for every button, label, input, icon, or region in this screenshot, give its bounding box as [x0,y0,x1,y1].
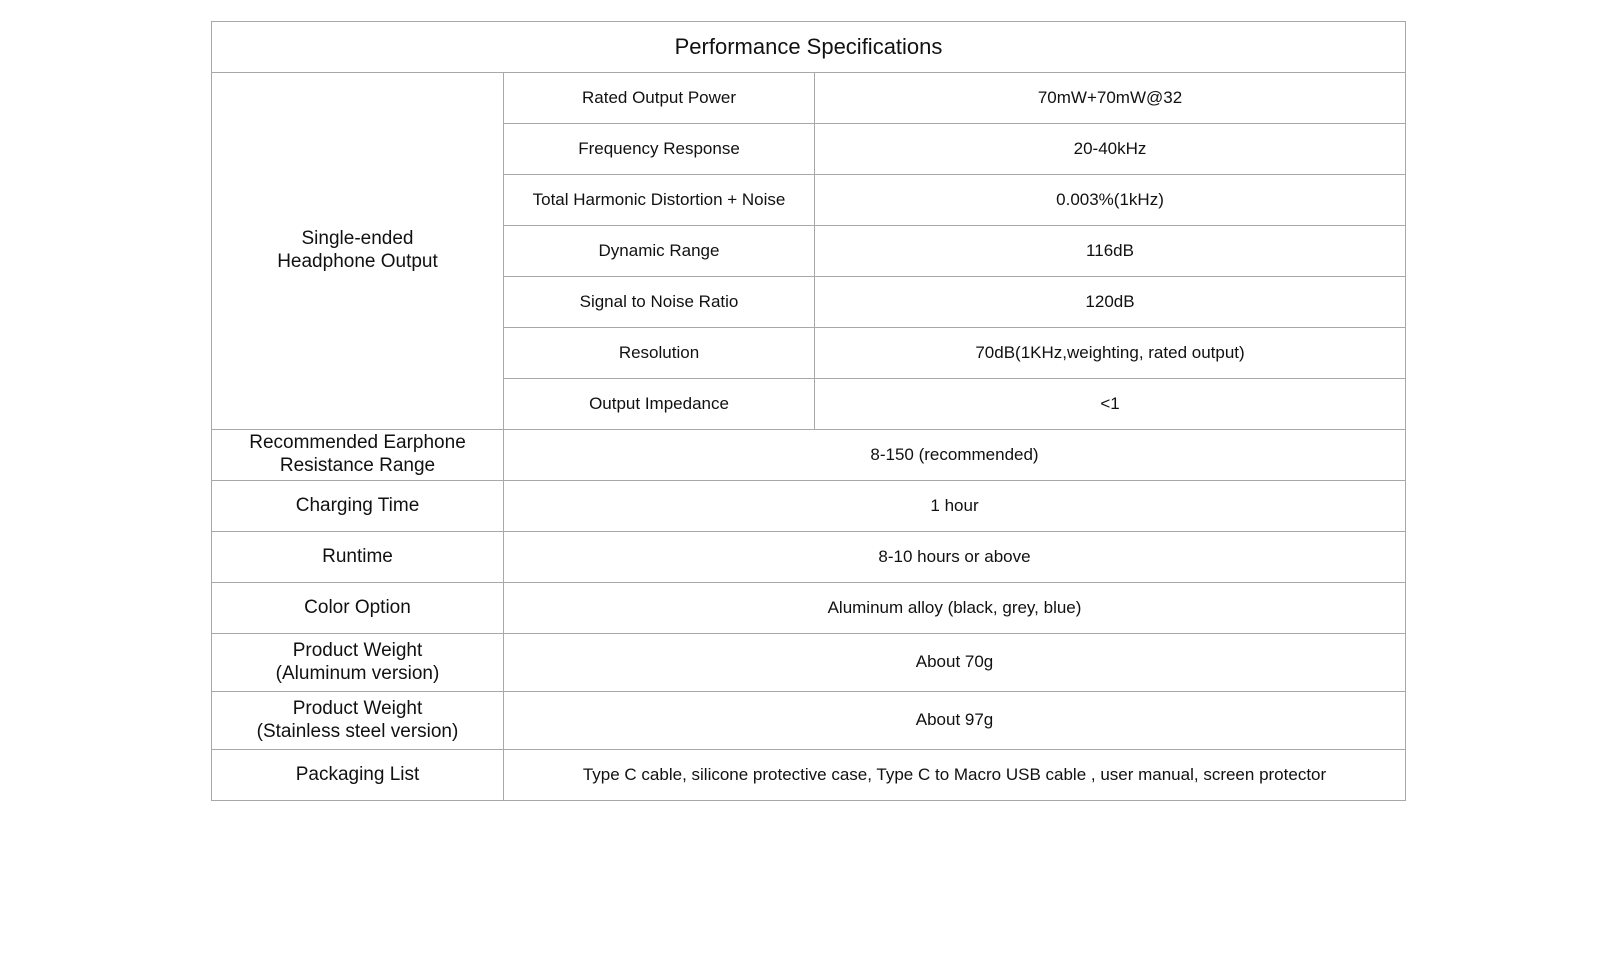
group-label-line-1: Single-ended [301,228,414,250]
row-value: Type C cable, silicone protective case, Type C to Macro USB cable , user manual, screen protector [504,750,1406,801]
table-title-row [212,22,1406,73]
spec-value: 20-40kHz [815,124,1406,175]
table-row [212,430,1406,481]
row-label-packaging-list: Packaging List [212,750,504,801]
table-row [212,750,1406,801]
row-label-charging-time: Charging Time [212,481,504,532]
spec-value: 116dB [815,226,1406,277]
row-value: 8-150 (recommended) [504,430,1406,481]
spec-label: Output Impedance [504,379,815,430]
spec-value: 70mW+70mW@32 [815,73,1406,124]
row-label-line-1: Product Weight [292,639,423,661]
row-label-line-2: (Aluminum version) [275,662,440,684]
spec-label: Rated Output Power [504,73,815,124]
spec-value: <1 [815,379,1406,430]
spec-value: 0.003%(1kHz) [815,175,1406,226]
row-value: 8-10 hours or above [504,532,1406,583]
group-label-line-2: Headphone Output [277,251,438,272]
spec-label: Dynamic Range [504,226,815,277]
row-value: 1 hour [504,481,1406,532]
row-label-line-1: Recommended Earphone [249,432,466,454]
table-row [212,692,1406,750]
row-label-color-option: Color Option [212,583,504,634]
row-label-runtime: Runtime [212,532,504,583]
row-label-weight-stainless [212,692,504,750]
spec-label: Frequency Response [504,124,815,175]
row-label-resistance [212,430,504,481]
spec-value: 120dB [815,277,1406,328]
specifications-table [211,21,1406,801]
spec-label: Total Harmonic Distortion + Noise [504,175,815,226]
spec-value: 70dB(1KHz,weighting, rated output) [815,328,1406,379]
single-ended-group-label [212,73,504,430]
table-title: Performance Specifications [212,22,1406,73]
row-label-line-2: (Stainless steel version) [256,720,459,742]
spec-label: Signal to Noise Ratio [504,277,815,328]
spec-label: Resolution [504,328,815,379]
table-row [212,532,1406,583]
row-value: Aluminum alloy (black, grey, blue) [504,583,1406,634]
table-row [212,481,1406,532]
table-row [212,634,1406,692]
table-row [212,73,1406,124]
row-label-line-1: Product Weight [292,697,423,719]
row-value: About 70g [504,634,1406,692]
row-label-line-2: Resistance Range [279,455,436,476]
row-label-weight-aluminum [212,634,504,692]
table-row [212,583,1406,634]
row-value: About 97g [504,692,1406,750]
